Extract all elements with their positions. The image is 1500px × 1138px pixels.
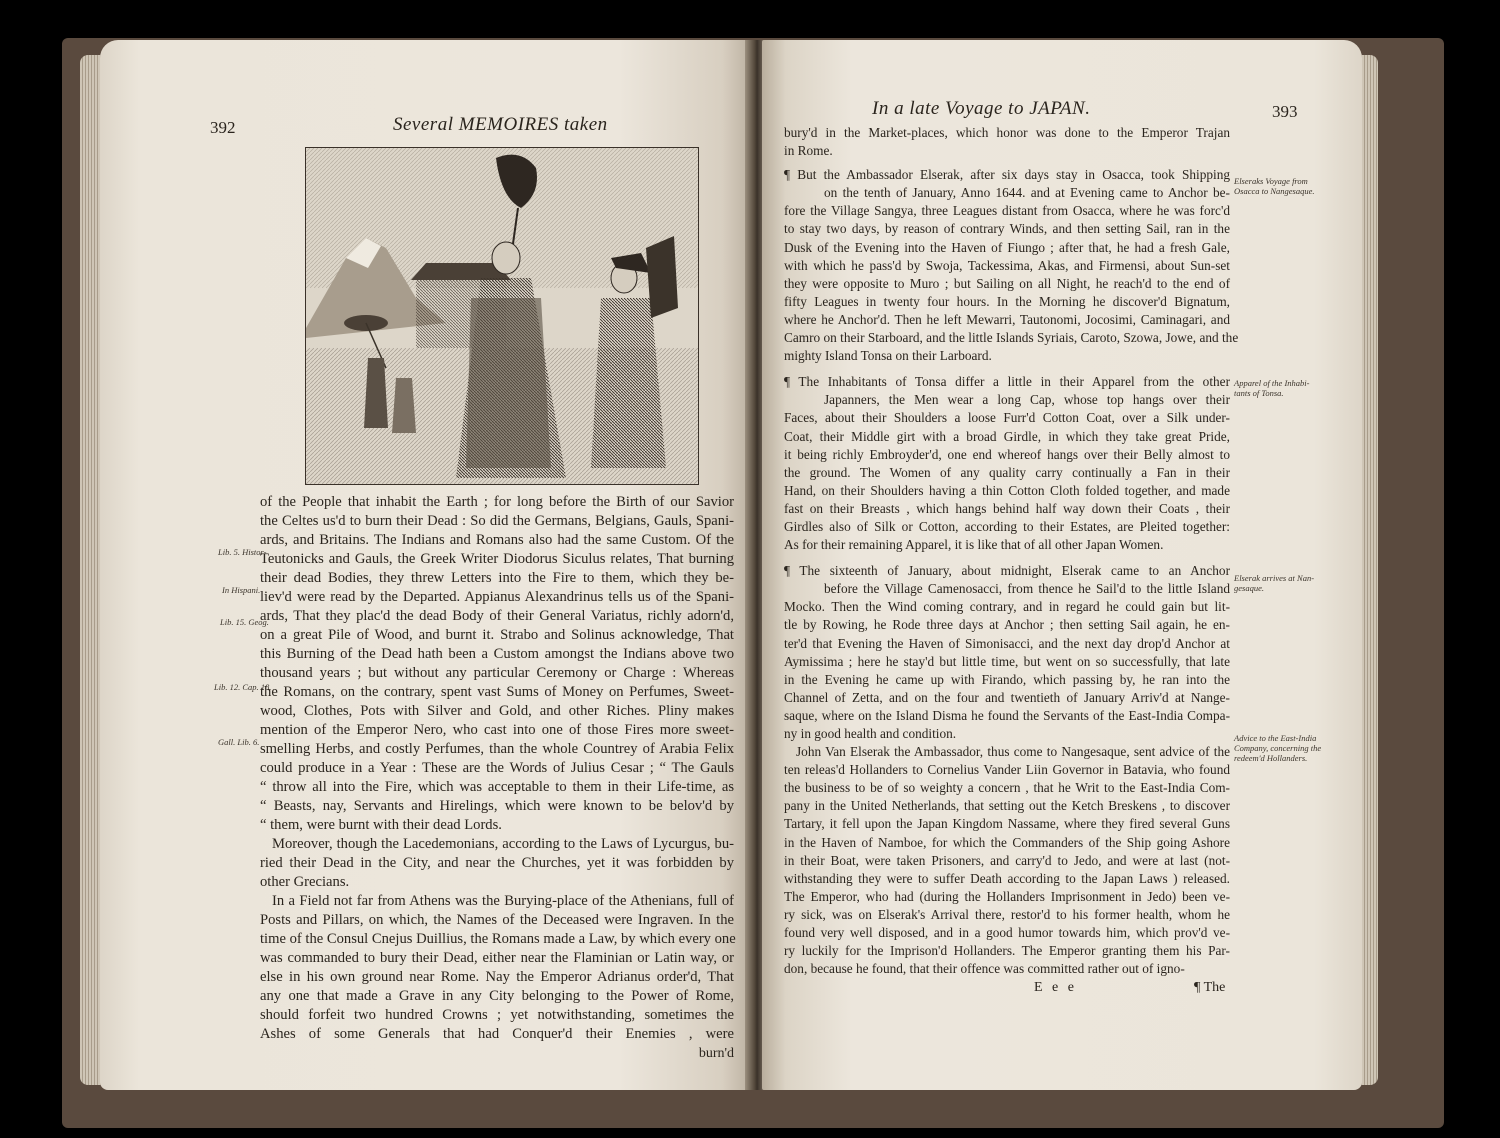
margin-note: Osacca to Nangesaque. [1234,186,1315,196]
text-line: ten releas'd Hollanders to Cornelius Vander Liin Governor in Batavia, who found [784,762,1230,778]
text-line: The Emperor, who had (during the Hollanders Imprisonment in Jedo) been ve- [784,888,1230,904]
text-line: they were opposite to Muro ; but Sailing on all Night, he reach'd to the end of [784,275,1230,291]
text-line: ry luckily for the Imprison'd Hollanders. The Emperor granting them his Par- [784,943,1230,959]
text-line: fore the Village Sangya, three Leagues distant from Osacca, where he was forc'd [784,203,1230,219]
text-line: tle by Rowing, he Rode three days at Anchor ; then setting Sail again, he en- [784,617,1230,633]
text-line: in Rome. [784,143,833,159]
margin-note: Advice to the East-India [1234,733,1317,743]
text-line: in the Haven of Namboe, for which the Commanders of the Ship going Ashore [784,834,1230,850]
text-line: Teutonicks and Gauls, the Greek Writer Diodorus Siculus relates, That burning [260,551,734,567]
margin-note: Lib. 5. Histor- [218,547,267,557]
text-line: should forfeit two hundred Crowns ; yet notwithstanding, sometimes the [260,1007,734,1023]
page-number-right: 393 [1272,102,1298,121]
text-line: ¶ The sixteenth of January, about midnight, Elserak came to an Anchor [784,563,1230,579]
text-line: Girdles also of Silk or Cotton, according to their Estates, are Pleited together: [784,518,1230,534]
text-line: time of the Consul Cnejus Duillius, the Romans made a Law, by which every one [260,931,736,947]
text-line: ny in good health and condition. [784,726,957,741]
text-line: “ Beasts, nay, Servants and Hirelings, which were known to be belov'd by [260,798,734,814]
running-head-right: In a late Voyage to JAPAN. [872,98,1091,119]
text-line: it being richly Embroyder'd, one end whereof hangs over their Belly almost to [784,446,1230,462]
text-line: withstanding they were to suffer Death according to the Japan Laws ) released. [784,870,1230,886]
catchword-right: ¶ The [1194,980,1226,995]
text-line: pany in the United Netherlands, that setting out the Ketch Breskens , to discover [784,798,1230,814]
left-page [100,40,748,1090]
text-line: Mocko. Then the Wind coming contrary, and in regard he could gain but lit- [784,599,1230,615]
catchword-left: burn'd [698,1046,734,1061]
margin-note: redeem'd Hollanders. [1234,753,1308,763]
text-line: this Burning of the Dead hath been a Custom amongst the Indians above two [260,646,734,662]
left-body-text [260,493,734,1063]
text-line: could produce in a Year : These are the Words of Julius Cesar ; “ The Gauls [260,760,734,776]
text-line: Dusk of the Evening into the Haven of Fiungo ; after that, he had a fresh Gale, [784,239,1230,255]
margin-note: gesaque. [1234,583,1264,593]
text-line: mighty Island Tonsa on their Larboard. [784,348,992,364]
text-line: ards, That they plac'd the dead Body of their General Variatus, richly adorn'd, [260,608,734,624]
page-number-left: 392 [210,118,236,137]
text-line: the ground. The Women of any quality carry continually a Fan in their [784,464,1230,480]
text-line: ter'd that Evening the Haven of Simonisacci, and the next day drop'd Anchor at [784,635,1230,651]
margin-note: Elserak arrives at Nan- [1234,573,1315,583]
text-line: found very well disposed, and in a good humor towards him, which prov'd ve- [784,925,1230,941]
text-line: Moreover, though the Lacedemonians, according to the Laws of Lycurgus, bu- [272,836,734,852]
text-line: Channel of Zetta, and on the four and twentieth of January Arriv'd at Nange- [784,689,1230,705]
margin-note: Apparel of the Inhabi- [1234,378,1310,388]
text-line: Tartary, it fell upon the Japan Kingdom Nassame, where they fired several Guns [784,816,1230,832]
text-line: Posts and Pillars, on which, the Names of the Deceased were Ingraven. In the [260,912,734,928]
text-line: fast on their Breasts , which hangs behind half way down their Coats , their [784,500,1230,516]
engraving-svg [306,148,698,484]
text-line: before the Village Camenosacci, from thence he Sail'd to the little Island [824,581,1230,597]
text-line: was commanded to bury their Dead, either near the Flaminian or Latin way, or [260,950,734,966]
text-line: on the tenth of January, Anno 1644. and at Evening came to Anchor be- [824,185,1230,201]
text-line: ry sick, was on Elserak's Arrival there, restor'd to his former health, whom he [784,906,1230,922]
signature-mark: E e e [1034,980,1077,995]
text-line: the Celtes us'd to burn their Dead : So did the Germans, Belgians, Gauls, Spani- [260,513,734,529]
engraving-illustration [305,147,699,485]
text-line: “ them, were burnt with their dead Lords. [260,817,502,833]
text-line: mention of the Emperor Nero, who cast into one of those Fires more sweet- [260,722,734,738]
text-line: saque, where on the Island Disma he found the Servants of the East-India Compa- [784,707,1230,723]
text-line: don, because he found, that their offence was committed rather out of igno- [784,961,1185,977]
text-line: else in his own ground near Rome. Nay the Emperor Adrianus order'd, That [260,969,734,985]
text-line: ards, and Britains. The Indians and Romans also had the same Custom. Of the [260,532,734,548]
text-line: the business to be of so weighty a concern , that he Writ to the East-India Com- [784,780,1230,796]
text-line: in the Evening he came up with Firando, which passing by, he ran into the [784,671,1230,687]
margin-note: Gall. Lib. 6. [218,737,260,747]
text-line: thousand years ; but without any particular Ceremony or Charge : Whereas [260,665,734,681]
right-body-text [784,124,1239,978]
text-line: As for their remaining Apparel, it is like that of all other Japan Women. [784,537,1164,553]
text-line: with which he pass'd by Swoja, Tackessima, Akas, and Firmensi, about Sun-set [784,257,1230,273]
margin-note: Lib. 12. Cap. 18. [214,682,272,692]
text-line: Japanners, the Men wear a long Cap, whose top hangs over their [824,392,1230,408]
margin-note: Elseraks Voyage from [1234,176,1308,186]
text-line: fifty Leagues in twenty four hours. In the Morning he discover'd Bignatum, [784,293,1230,309]
text-line: smelling Herbs, and costly Perfumes, than the whole Countrey of Arabia Felix [260,741,734,757]
text-line: Faces, about their Shoulders a loose Furr'd Cotton Coat, over a Silk under- [784,410,1230,426]
text-line: the Romans, on the contrary, spent vast Sums of Money on Perfumes, Sweet- [260,684,734,700]
text-line: where he Anchor'd. Then he left Mewarri, Tautonomi, Jocosimi, Caminagari, and [784,311,1230,327]
margin-note: tants of Tonsa. [1234,388,1284,398]
text-line: bury'd in the Market-places, which honor was done to the Emperor Trajan [784,125,1230,140]
right-page [762,40,1362,1090]
text-line: on a great Pile of Wood, and burnt it. Strabo and Solinus acknowledge, That [260,627,734,643]
text-line: Aymissima ; here he stay'd but little time, but went on so successfully, that late [784,653,1230,669]
text-line: “ throw all into the Fire, which was acceptable to them in their Life-time, as [260,779,734,795]
text-line: wood, Clothes, Pots with Silver and Gold, and other Riches. Pliny makes [260,703,734,719]
text-line: ried their Dead in the City, and near the Churches, yet it was forbidden by [260,855,734,871]
text-line: liev'd were read by the Departed. Appianus Alexandrinus tells us of the Spani- [260,589,734,605]
text-line: ¶ But the Ambassador Elserak, after six days stay in Osacca, took Shipping [784,167,1230,183]
text-line: Ashes of some Generals that had Conquer'd their Enemies , were [260,1026,734,1042]
margin-note: Lib. 15. Geog. [220,617,269,627]
margin-note: Company, concerning the [1234,743,1322,753]
text-line: Hand, on their Shoulders having a thin Cotton Cloth folded together, and made [784,482,1230,498]
text-line: Coat, their Middle girt with a broad Girdle, in which they take great Pride, [784,428,1230,444]
text-line: other Grecians. [260,874,350,890]
text-line: to stay two days, by reason of contrary Winds, and then setting Sail, ran in the [784,221,1230,237]
text-line: John Van Elserak the Ambassador, thus come to Nangesaque, sent advice of the [796,744,1230,760]
text-line: of the People that inhabit the Earth ; for long before the Birth of our Savior [260,494,734,510]
running-head-left: Several MEMOIRES taken [393,114,608,135]
text-line: their dead Bodies, they threw Letters into the Fire to them, which they be- [260,570,734,586]
text-line: ¶ The Inhabitants of Tonsa differ a little in their Apparel from the other [784,374,1230,390]
text-line: Camro on their Starboard, and the little Islands Syriais, Caroto, Szowa, Jowe, and the [784,330,1239,346]
text-line: in their Boat, were taken Prisoners, and carry'd to Jedo, and were at last (not- [784,852,1230,868]
text-line: any one that made a Grave in any City belonging to the Power of Rome, [260,988,734,1004]
text-line: In a Field not far from Athens was the Burying-place of the Athenians, full of [272,893,734,909]
margin-note: In Hispani. [222,585,261,595]
